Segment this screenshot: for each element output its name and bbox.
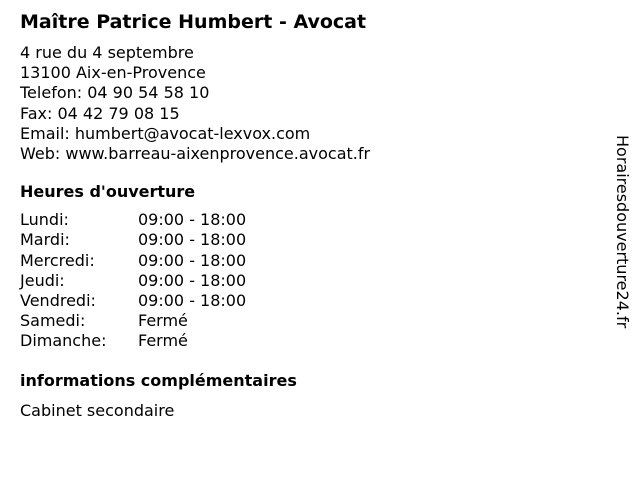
hours-time: 09:00 - 18:00: [138, 210, 247, 230]
vertical-brand-text: Horairesdouverture24.fr: [613, 135, 632, 329]
hours-day: Mercredi:: [20, 250, 95, 270]
hours-day: Mardi:: [20, 230, 70, 250]
hours-time: 09:00 - 18:00: [138, 270, 247, 290]
info-heading: informations complémentaires: [20, 370, 297, 390]
hours-day: Jeudi:: [20, 270, 65, 290]
hours-day: Lundi:: [20, 210, 69, 230]
hours-time: Fermé: [138, 311, 188, 331]
address-line-2: 13100 Aix-en-Provence: [20, 63, 206, 83]
address-line-1: 4 rue du 4 septembre: [20, 43, 194, 62]
hours-day: Samedi:: [20, 311, 86, 331]
office-card: [20, 9, 580, 421]
hours-day: Vendredi:: [20, 291, 96, 311]
hours-time: Fermé: [138, 331, 188, 351]
email-line: Email: humbert@avocat-lexvox.com: [20, 123, 311, 143]
page-title: Maître Patrice Humbert - Avocat: [20, 11, 367, 33]
hours-row-sunday: [20, 331, 580, 351]
fax-line: Fax: 04 42 79 08 15: [20, 103, 180, 123]
hours-row-tuesday: [20, 230, 580, 250]
info-text: Cabinet secondaire: [20, 400, 175, 420]
opening-hours-table: [20, 210, 580, 351]
hours-time: 09:00 - 18:00: [138, 230, 247, 250]
hours-row-thursday: [20, 271, 580, 291]
hours-row-wednesday: [20, 251, 580, 271]
hours-row-monday: [20, 210, 580, 230]
hours-row-saturday: [20, 311, 580, 331]
hours-heading: Heures d'ouverture: [20, 182, 196, 202]
web-line: Web: www.barreau-aixenprovence.avocat.fr: [20, 144, 371, 164]
hours-time: 09:00 - 18:00: [138, 250, 247, 270]
hours-time: 09:00 - 18:00: [138, 291, 247, 311]
hours-row-friday: [20, 291, 580, 311]
hours-day: Dimanche:: [20, 331, 107, 351]
phone-line: Telefon: 04 90 54 58 10: [20, 83, 210, 103]
